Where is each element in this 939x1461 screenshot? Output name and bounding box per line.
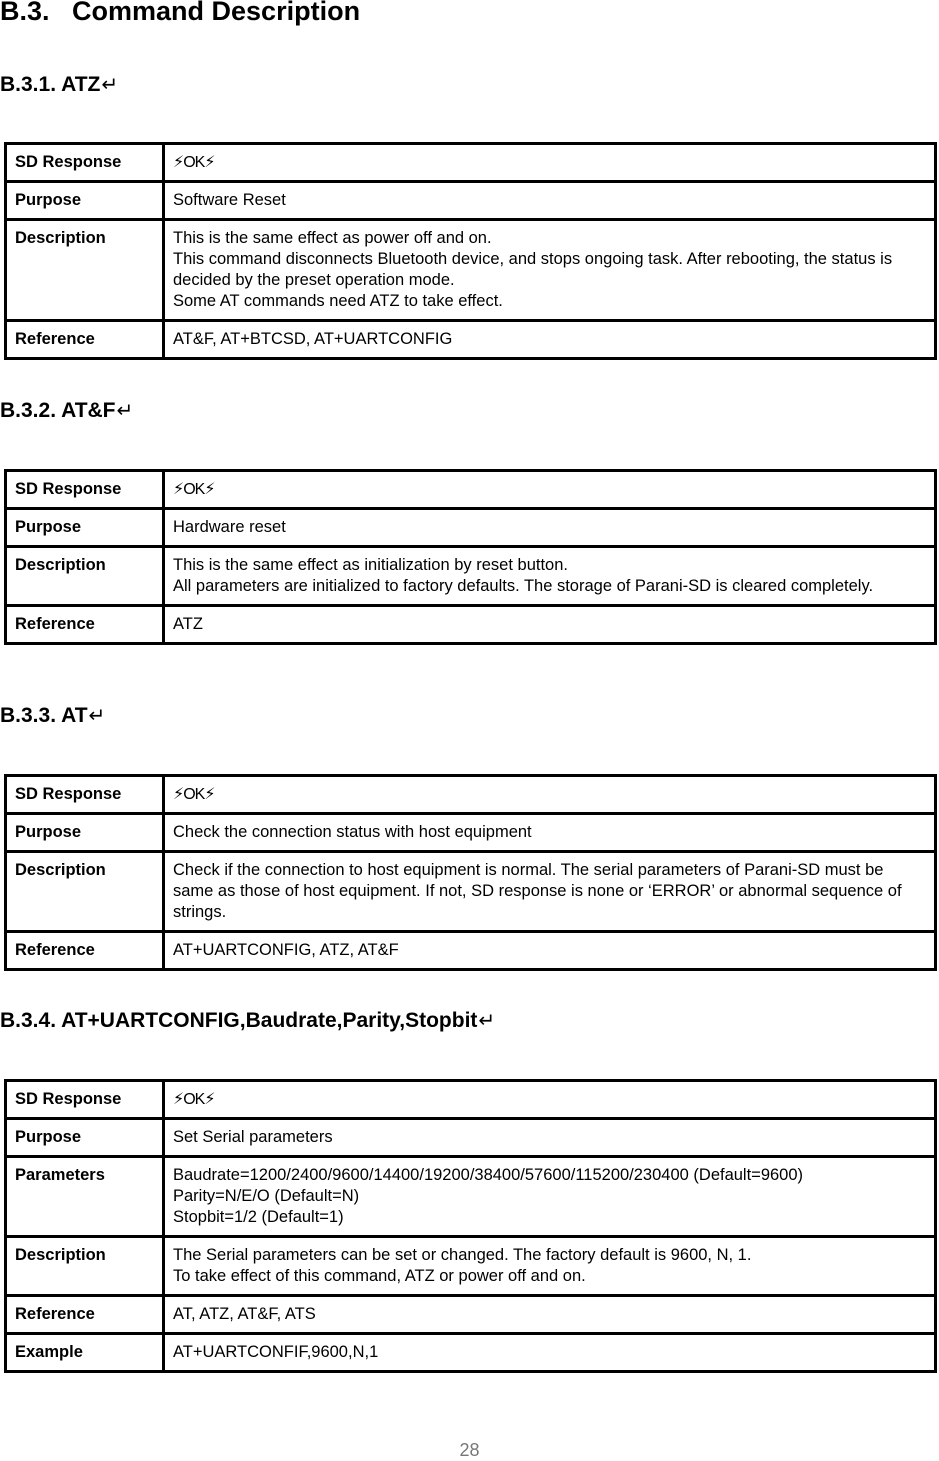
section-title-at-f: B.3.2. AT&F↵ [0,399,134,422]
row-label: SD Response [6,776,164,814]
table-row [6,321,936,359]
row-label: Reference [6,606,164,644]
table-row [6,814,936,852]
row-label: Description [6,1237,164,1296]
row-label: SD Response [6,1081,164,1119]
row-value: Hardware reset [164,509,936,547]
table-row [6,1296,936,1334]
row-value: AT+UARTCONFIG, ATZ, AT&F [164,932,936,970]
table-row [6,471,936,509]
row-value: Set Serial parameters [164,1119,936,1157]
row-label: Purpose [6,1119,164,1157]
table-row [6,932,936,970]
row-value: Check if the connection to host equipment is normal. The serial parameters of Parani-SD must be same as those of host equipment. If not, SD response is none or ‘ERROR’ or abnormal sequence of strings. [164,852,936,932]
row-label: Reference [6,1296,164,1334]
return-icon: ↵ [88,705,106,727]
row-value: The Serial parameters can be set or changed. The factory default is 9600, N, 1. To take effect of this command, ATZ or power off and on. [164,1237,936,1296]
row-label: SD Response [6,144,164,182]
row-value: This is the same effect as initialization by reset button. All parameters are initialized to factory defaults. The storage of Parani-SD is cleared completely. [164,547,936,606]
row-label: Reference [6,321,164,359]
return-icon: ↵ [101,74,119,96]
page-number: 28 [459,1440,480,1460]
command-table-at-uartconfig [4,1079,937,1373]
command-table-at-f [4,469,937,645]
return-icon: ↵ [116,400,134,422]
table-row [6,1081,936,1119]
row-value: AT+UARTCONFIF,9600,N,1 [164,1334,936,1372]
row-value: Check the connection status with host equipment [164,814,936,852]
row-value: AT&F, AT+BTCSD, AT+UARTCONFIG [164,321,936,359]
row-label: SD Response [6,471,164,509]
row-label: Purpose [6,182,164,220]
row-value: Software Reset [164,182,936,220]
row-label: Description [6,547,164,606]
command-table-at [4,774,937,971]
row-label: Description [6,852,164,932]
row-label: Description [6,220,164,321]
section-title-at: B.3.3. AT↵ [0,704,106,727]
table-row [6,1237,936,1296]
row-value: Baudrate=1200/2400/9600/14400/19200/38400/57600/115200/230400 (Default=9600) Parity=N/E/O (Default=N) Stopbit=1/2 (Default=1) [164,1157,936,1237]
return-icon: ↵ [478,1010,496,1032]
row-value: ⚡OK⚡ [164,144,936,182]
table-row [6,509,936,547]
row-label: Reference [6,932,164,970]
row-label: Purpose [6,814,164,852]
row-value: ATZ [164,606,936,644]
section-title-at-uartconfig: B.3.4. AT+UARTCONFIG,Baudrate,Parity,Stopbit↵ [0,1009,496,1032]
table-row [6,1334,936,1372]
table-row [6,1119,936,1157]
table-row [6,220,936,321]
row-label: Parameters [6,1157,164,1237]
table-row [6,182,936,220]
section-title-atz: B.3.1. ATZ↵ [0,73,119,96]
row-value: AT, ATZ, AT&F, ATS [164,1296,936,1334]
row-label: Purpose [6,509,164,547]
row-value: ⚡OK⚡ [164,471,936,509]
command-table-atz [4,142,937,360]
table-row [6,606,936,644]
row-value: ⚡OK⚡ [164,776,936,814]
row-value: ⚡OK⚡ [164,1081,936,1119]
table-row [6,776,936,814]
table-row [6,144,936,182]
row-label: Example [6,1334,164,1372]
table-row [6,1157,936,1237]
row-value: This is the same effect as power off and on. This command disconnects Bluetooth device, and stops ongoing task. After rebooting, the status is decided by the preset operation mode. Some AT commands need ATZ to take effect. [164,220,936,321]
table-row [6,547,936,606]
table-row [6,852,936,932]
page-heading: B.3. Command Description [0,0,361,26]
